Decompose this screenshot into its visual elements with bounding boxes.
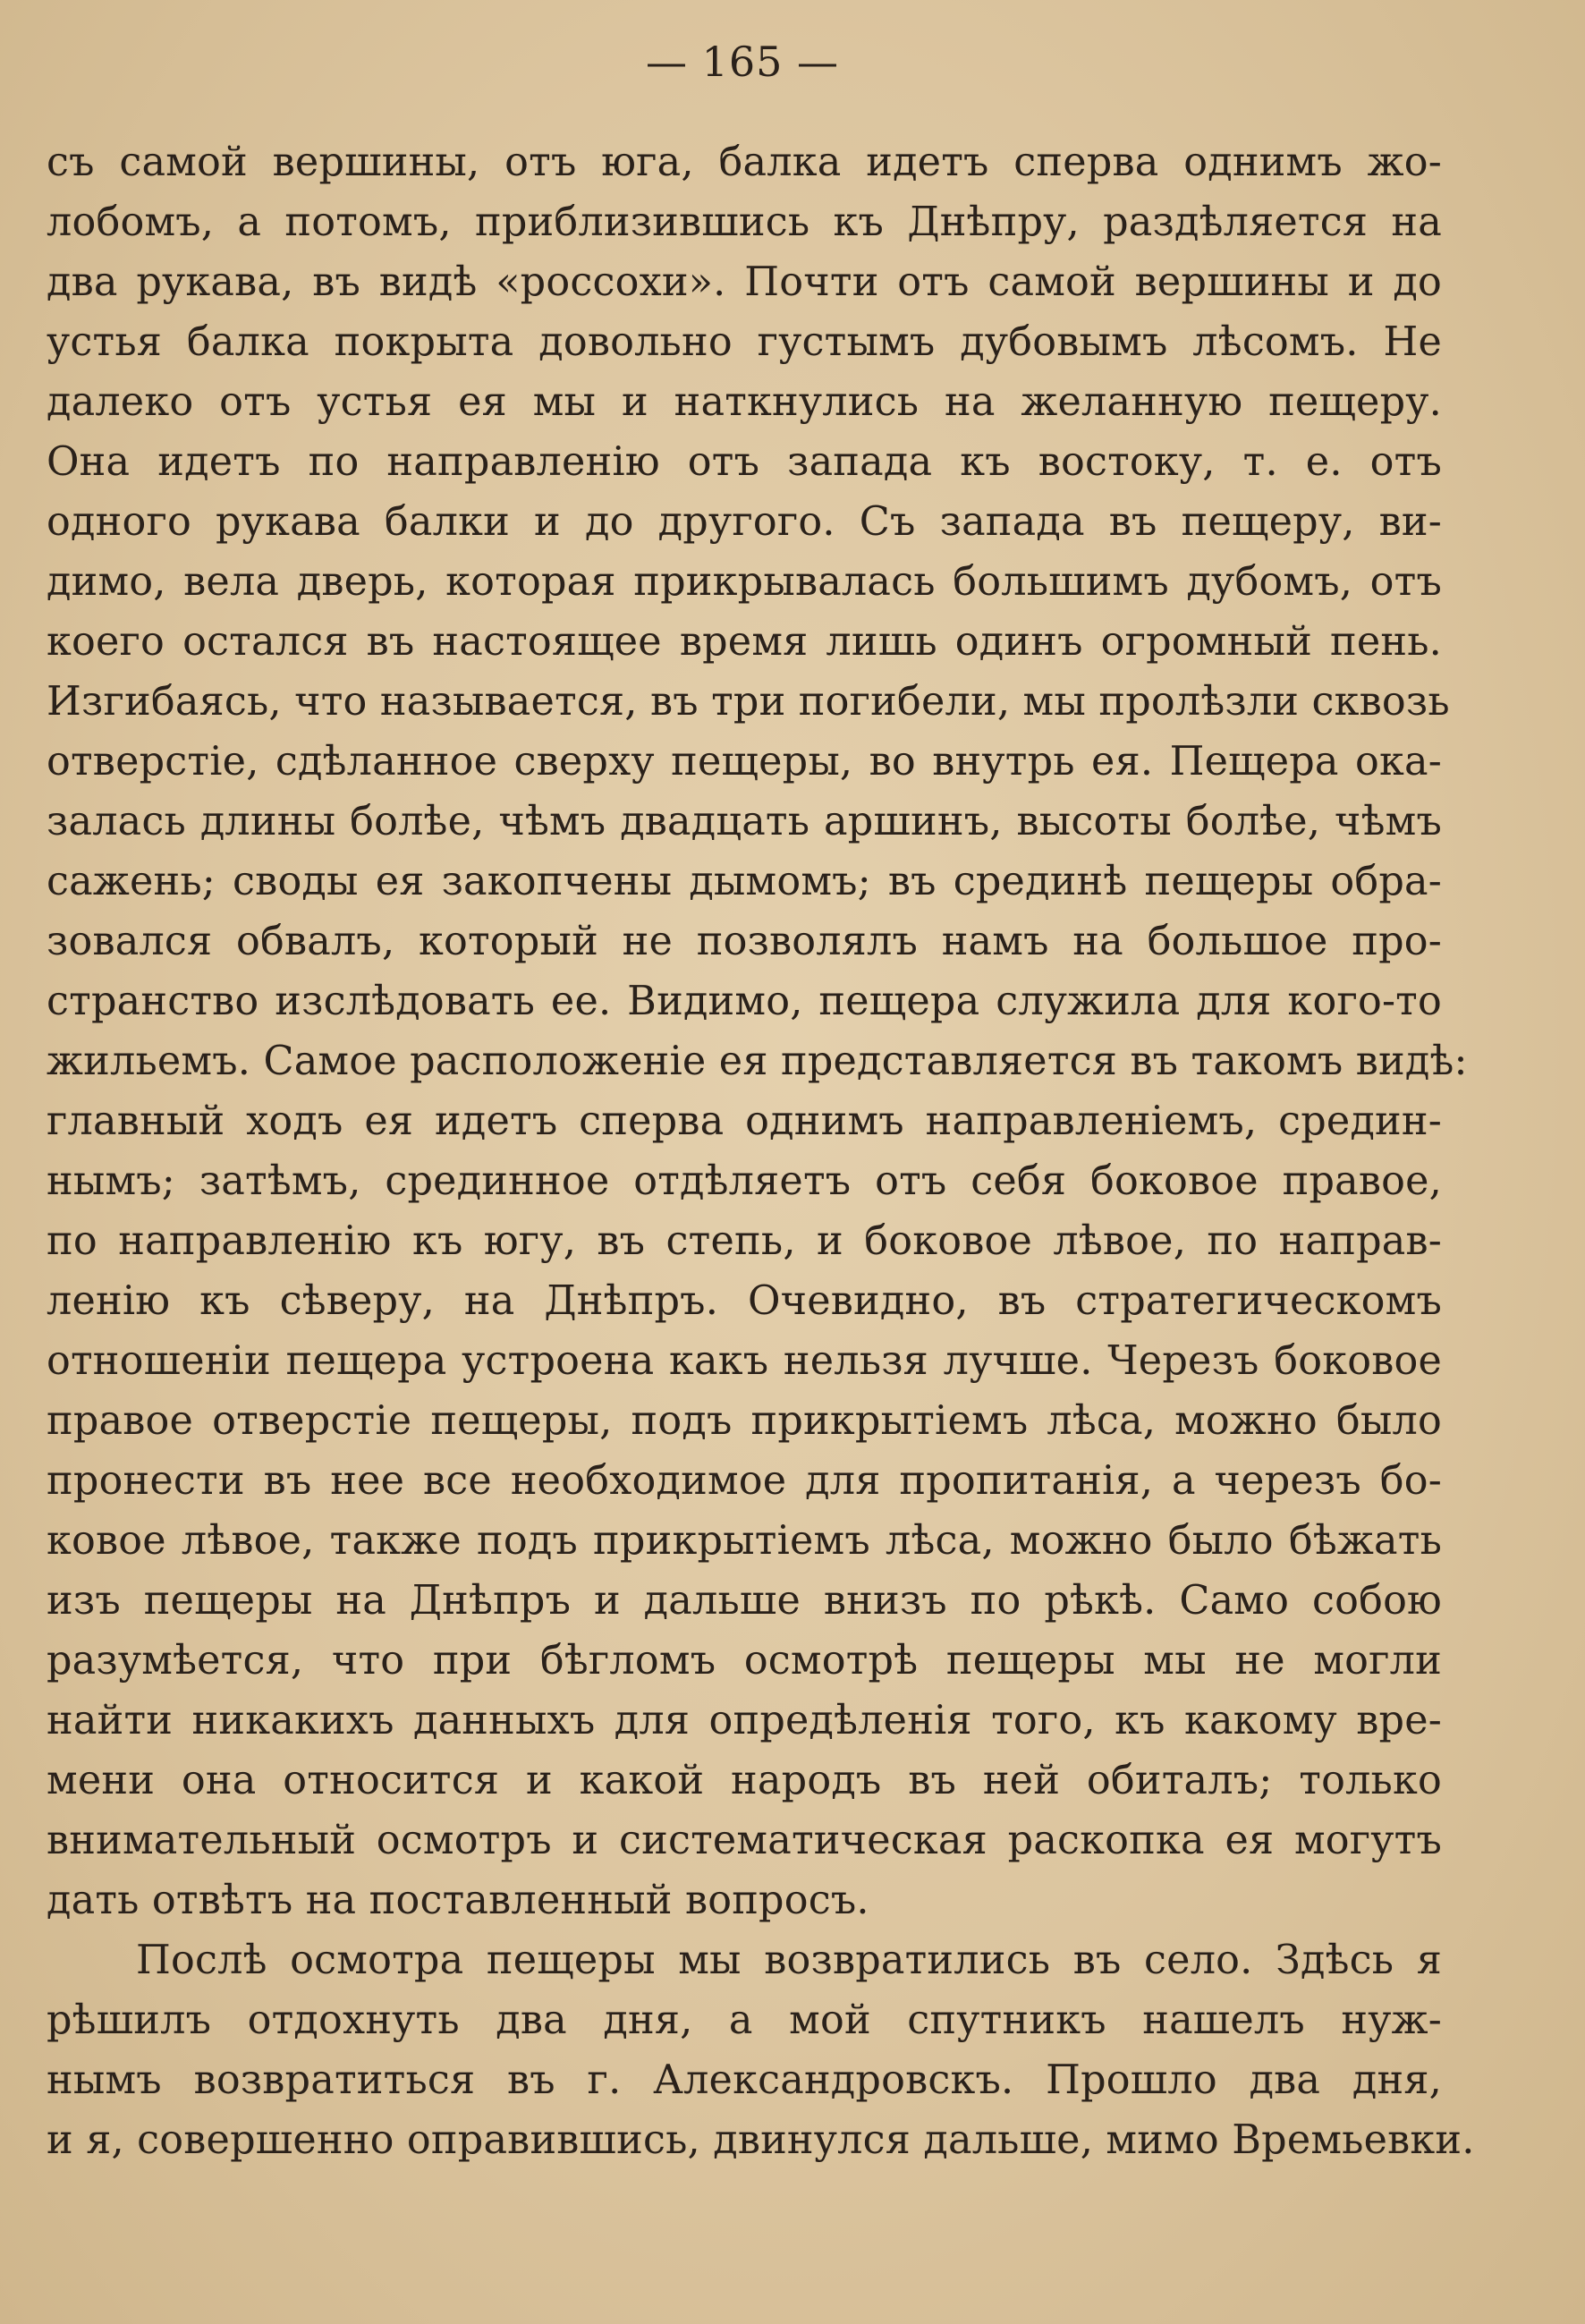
text-line: ленію къ сѣверу, на Днѣпръ. Очевидно, въ стратегическомъ xyxy=(47,1278,1442,1324)
text-line: по направленію къ югу, въ степь, и боковое лѣвое, по направ- xyxy=(47,1218,1442,1264)
text-line: изъ пещеры на Днѣпръ и дальше внизъ по рѣкѣ. Само собою xyxy=(47,1578,1442,1624)
text-line: залась длины болѣе, чѣмъ двадцать аршинъ, высоты болѣе, чѣмъ xyxy=(47,799,1442,844)
text-line: ковое лѣвое, также подъ прикрытіемъ лѣса, можно было бѣжать xyxy=(47,1518,1442,1564)
text-line: Послѣ осмотра пещеры мы возвратились въ село. Здѣсь я xyxy=(136,1938,1442,1983)
paragraph-1 xyxy=(47,132,1468,1930)
paragraph-2 xyxy=(47,1930,1475,2170)
text-line: димо, вела дверь, которая прикрывалась большимъ дубомъ, отъ xyxy=(47,559,1442,605)
text-line: главный ходъ ея идетъ сперва однимъ направленіемъ, средин- xyxy=(47,1098,1442,1144)
text-line: нымъ возвратиться въ г. Александровскъ. Прошло два дня, xyxy=(47,2057,1442,2103)
text-line: найти никакихъ данныхъ для опредѣленія того, къ какому вре- xyxy=(47,1698,1442,1743)
text-line: зовался обвалъ, который не позволялъ намъ на большое про- xyxy=(47,919,1442,964)
text-line: лобомъ, а потомъ, приблизившись къ Днѣпру, раздѣляется на xyxy=(47,199,1442,245)
text-line: жильемъ. Самое расположеніе ея представляется въ такомъ видѣ: xyxy=(47,1039,1468,1084)
text-line: мени она относится и какой народъ въ ней обиталъ; только xyxy=(47,1758,1442,1803)
text-line: разумѣется, что при бѣгломъ осмотрѣ пещеры мы не могли xyxy=(47,1638,1442,1684)
text-line: два рукава, въ видѣ «россохи». Почти отъ самой вершины и до xyxy=(47,259,1442,305)
text-line: одного рукава балки и до другого. Съ запада въ пещеру, ви- xyxy=(47,499,1442,545)
body-text xyxy=(47,132,1475,2170)
text-line: нымъ; затѣмъ, срединное отдѣляетъ отъ себя боковое правое, xyxy=(47,1158,1442,1204)
text-line: странство изслѣдовать ее. Видимо, пещера служила для кого-то xyxy=(47,979,1442,1024)
text-line: устья балка покрыта довольно густымъ дубовымъ лѣсомъ. Не xyxy=(47,319,1442,365)
text-line: рѣшилъ отдохнуть два дня, а мой спутникъ нашелъ нуж- xyxy=(47,1997,1442,2043)
text-line: Она идетъ по направленію отъ запада къ востоку, т. е. отъ xyxy=(47,439,1442,485)
text-line: пронести въ нее все необходимое для пропитанія, а черезъ бо- xyxy=(47,1458,1442,1504)
text-line: отношеніи пещера устроена какъ нельзя лучше. Черезъ боковое xyxy=(47,1338,1442,1384)
text-line: внимательный осмотръ и систематическая раскопка ея могутъ xyxy=(47,1818,1442,1863)
text-line: правое отверстіе пещеры, подъ прикрытіемъ лѣса, можно было xyxy=(47,1398,1442,1444)
text-line: коего остался въ настоящее время лишь одинъ огромный пень. xyxy=(47,619,1442,665)
text-line: отверстіе, сдѣланное сверху пещеры, во внутрь ея. Пещера ока- xyxy=(47,739,1442,785)
page-number: — 165 — xyxy=(645,38,840,86)
text-line: дать отвѣтъ на поставленный вопросъ. xyxy=(47,1878,869,1923)
text-line: далеко отъ устья ея мы и наткнулись на желанную пещеру. xyxy=(47,379,1442,425)
text-line: и я, совершенно оправившись, двинулся дальше, мимо Времьевки. xyxy=(47,2117,1475,2163)
text-line: сажень; своды ея закопчены дымомъ; въ срединѣ пещеры обра- xyxy=(47,859,1442,904)
text-line: съ самой вершины, отъ юга, балка идетъ сперва однимъ жо- xyxy=(47,140,1442,185)
text-line: Изгибаясь, что называется, въ три погибели, мы пролѣзли сквозь xyxy=(47,679,1450,725)
